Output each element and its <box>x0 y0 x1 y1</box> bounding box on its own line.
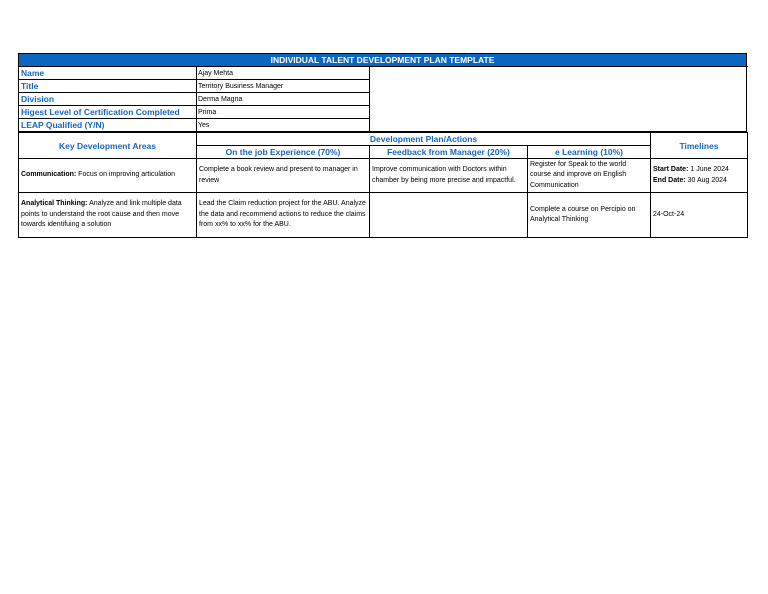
table-row <box>19 159 748 193</box>
elearning-cell[interactable]: Complete a course on Percipio on Analytical Thinking <box>528 193 651 238</box>
area-text: Analyze and link multiple data points to understand the root cause and then move towards identifuing a solution <box>21 200 182 229</box>
plan-table <box>18 132 748 238</box>
leap-label[interactable]: LEAP Qualified (Y/N) <box>19 118 197 131</box>
start-date-value: 1 June 2024 <box>688 166 729 173</box>
info-blank-area[interactable] <box>370 66 748 131</box>
timelines-header[interactable]: Timelines <box>651 133 748 159</box>
on-job-header[interactable]: On the job Experience (70%) <box>197 146 370 159</box>
division-value[interactable]: Derma Magna <box>197 92 370 105</box>
on-job-cell[interactable]: Complete a book review and present to manager in review <box>197 159 370 193</box>
employee-info-block <box>18 66 747 132</box>
title-value[interactable]: Territory Business Manager <box>197 79 370 92</box>
development-plan-sheet <box>18 53 747 238</box>
end-date-label: End Date: <box>653 176 686 184</box>
feedback-cell[interactable]: Improve communication with Doctors within chamber by being more precise and impactful. <box>370 159 528 193</box>
area-title: Communication: <box>21 171 77 179</box>
end-date-value: 30 Aug 2024 <box>685 176 727 184</box>
start-date-label: Start Date: <box>653 166 689 173</box>
area-cell[interactable] <box>19 159 197 193</box>
timeline-cell[interactable]: 24-Oct-24 <box>651 193 748 238</box>
name-label[interactable]: Name <box>19 66 197 79</box>
elearning-cell[interactable]: Register for Speak to the world course and improve on English Communication <box>528 159 651 193</box>
area-title: Analytical Thinking: <box>21 200 88 208</box>
area-cell[interactable] <box>19 193 197 238</box>
division-label[interactable]: Division <box>19 92 197 105</box>
timeline-cell[interactable] <box>651 159 748 193</box>
area-text: Focus on improving articulation <box>76 171 176 179</box>
plan-actions-header[interactable]: Development Plan/Actions <box>197 133 651 146</box>
feedback-cell[interactable] <box>370 193 528 238</box>
key-areas-header[interactable]: Key Development Areas <box>19 133 197 159</box>
feedback-header[interactable]: Feedback from Manager (20%) <box>370 146 528 159</box>
name-value[interactable]: Ajay Mehta <box>197 66 370 79</box>
title-label[interactable]: Title <box>19 79 197 92</box>
on-job-cell[interactable]: Lead the Claim reduction project for the ABU. Analyze the data and recommend actions to reduce the claims from xx% to xx% for the ABU. <box>197 193 370 238</box>
certification-label[interactable]: Higest Level of Certification Completed <box>19 105 197 118</box>
certification-value[interactable]: Prima <box>197 105 370 118</box>
table-row <box>19 193 748 238</box>
sheet-title: INDIVIDUAL TALENT DEVELOPMENT PLAN TEMPLATE <box>18 53 747 66</box>
elearning-header[interactable]: e Learning (10%) <box>528 146 651 159</box>
leap-value[interactable]: Yes <box>197 118 370 131</box>
